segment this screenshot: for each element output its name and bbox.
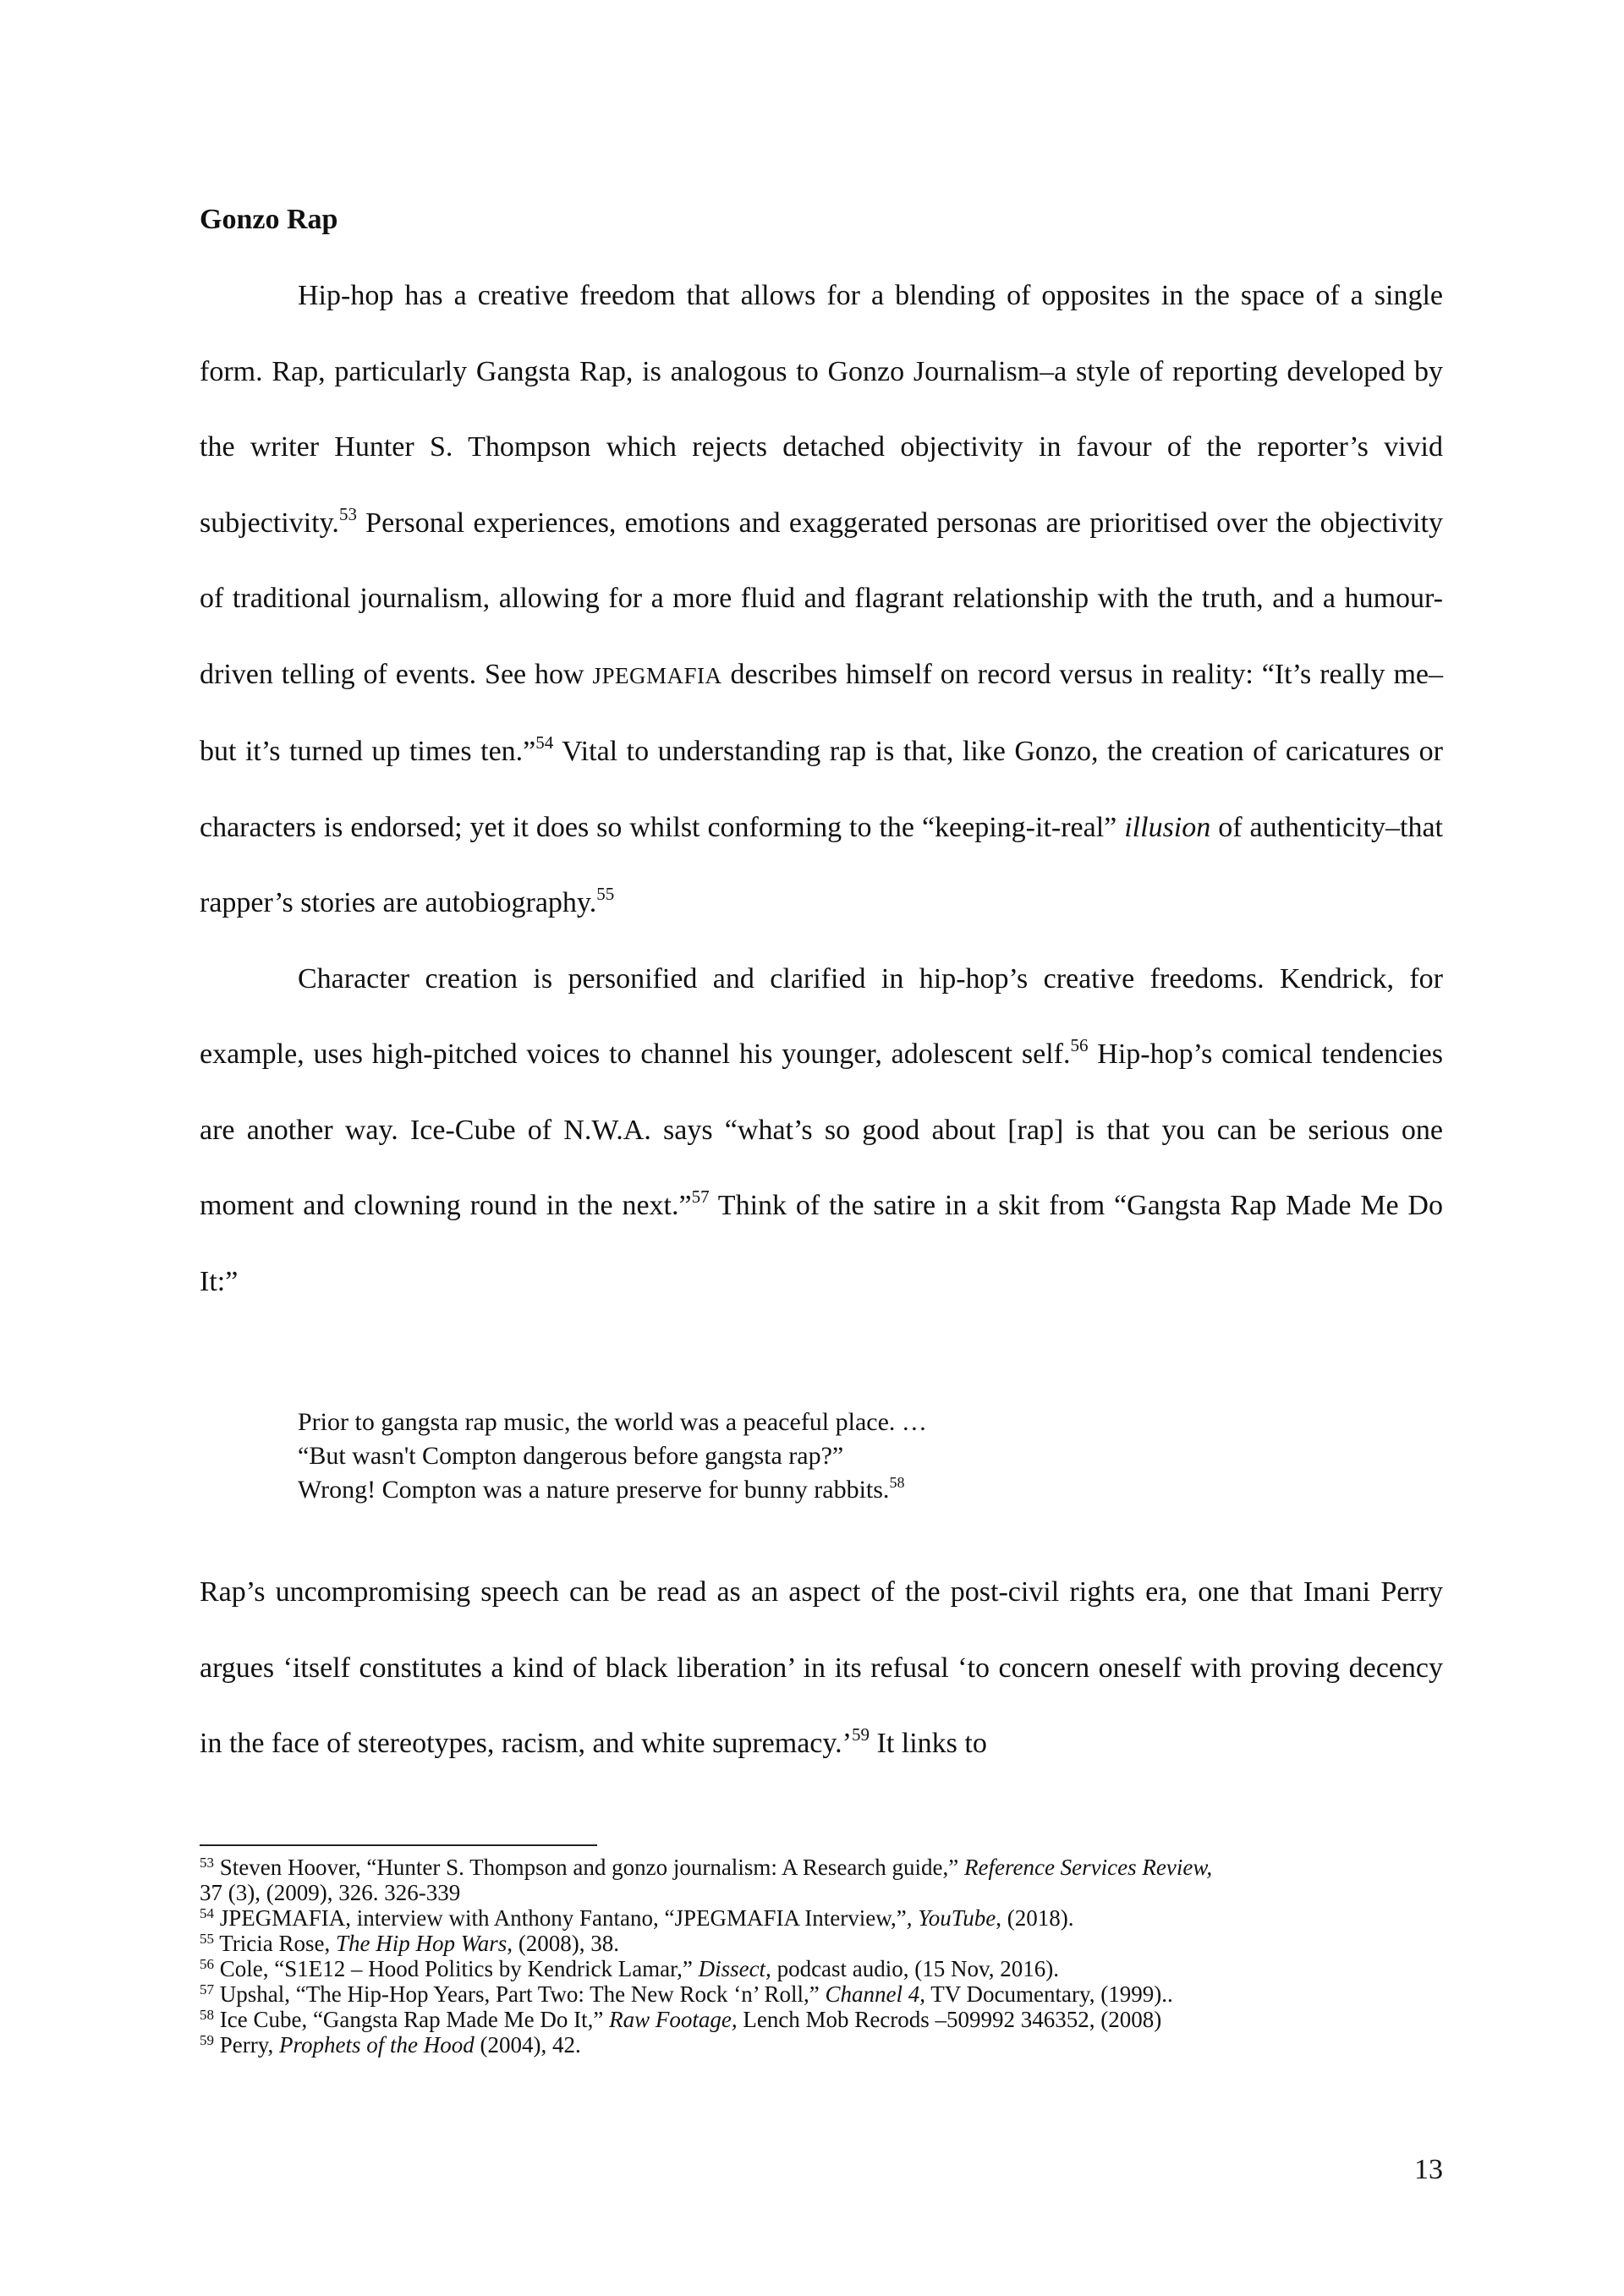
quote-line-text: Wrong! Compton was a nature preserve for bunny rabbits. xyxy=(298,1476,890,1504)
footnote xyxy=(200,1956,1451,1981)
paragraph-3 xyxy=(200,1554,1443,1782)
footnote-italic: Dissect, xyxy=(698,1956,771,1981)
footnote-text: Perry, xyxy=(214,2032,279,2058)
footnote-text: Ice Cube, “Gangsta Rap Made Me Do It,” xyxy=(214,2007,610,2032)
footnote xyxy=(200,1931,1451,1956)
footnote-ref-56[interactable]: 56 xyxy=(1070,1035,1089,1055)
footnote-text: (2004), 42. xyxy=(474,2032,581,2058)
body-text-continued xyxy=(200,1554,1443,1782)
page-number: 13 xyxy=(1414,2154,1443,2185)
footnote-italic: , YouTube xyxy=(906,1905,996,1931)
footnote-italic: The Hip Hop Wars, xyxy=(336,1931,513,1956)
footnote-number: 56 xyxy=(200,1956,214,1972)
footnote-italic: Raw Footage, xyxy=(609,2007,738,2032)
footnote-text: 37 (3), (2009), 326. 326-339 xyxy=(200,1880,461,1905)
footnote-text: Tricia Rose, xyxy=(214,1931,337,1956)
footnote xyxy=(200,2032,1451,2058)
footnote-ref-54[interactable]: 54 xyxy=(535,732,554,753)
footnote-number: 53 xyxy=(200,1855,214,1871)
footnote-number: 55 xyxy=(200,1931,214,1947)
footnote-text: TV Documentary, (1999).. xyxy=(925,1981,1173,2007)
footnote-text: , (2018). xyxy=(996,1905,1074,1931)
footnote-number: 54 xyxy=(200,1905,214,1921)
emphasis: illusion xyxy=(1124,811,1211,843)
footnote xyxy=(200,1880,1451,1905)
footnote-text: Upshal, “The Hip-Hop Years, Part Two: The New Rock ‘n’ Roll,” xyxy=(214,1981,826,2007)
footnote-number: 59 xyxy=(200,2032,214,2048)
footnote-text: Cole, “S1E12 – Hood Politics by Kendrick Lamar,” xyxy=(214,1956,699,1981)
footnote-number: 58 xyxy=(200,2007,214,2023)
footnote-number: 57 xyxy=(200,1981,214,1997)
quote-line xyxy=(298,1473,1397,1507)
quote-line: Prior to gangsta rap music, the world was a peaceful place. … xyxy=(298,1408,927,1436)
paragraph-2 xyxy=(200,941,1443,1320)
body-text xyxy=(200,258,1443,1319)
footnote xyxy=(200,2007,1451,2032)
section-heading: Gonzo Rap xyxy=(200,204,338,235)
footnote-italic: Channel 4, xyxy=(825,1981,926,2007)
footnote-italic: Reference Services Review, xyxy=(964,1855,1213,1880)
footnote-ref-55[interactable]: 55 xyxy=(596,884,615,904)
text-run: Character creation is personified and clarified in hip-hop’s creative freedoms. Kendrick, for example, uses high-pitched voices to channel his younger, adolescent self. xyxy=(200,962,1443,1070)
text-run: Hip-hop has a creative freedom that allows for a blending of opposites in the space of a single form. Rap, particularly Gangsta Rap, is analogous to Gonzo Journalism–a style of reporting developed by the writer Hunter S. Thompson which rejects detached objectivity in favour of the reporter’s vivid subjectivity. xyxy=(200,280,1443,539)
footnote-ref-57[interactable]: 57 xyxy=(691,1186,710,1207)
footnote-text: podcast audio, (15 Nov, 2016). xyxy=(771,1956,1060,1981)
footnote-text: Steven Hoover, “Hunter S. Thompson and gonzo journalism: A Research guide,” xyxy=(214,1855,965,1880)
text-run: Rap’s uncompromising speech can be read as an aspect of the post-civil rights era, one that Imani Perry argues ‘itself constitutes a kind of black liberation’ in its refusal ‘to concern oneself with proving decency in the face of stereotypes, racism, and white supremacy.’ xyxy=(200,1576,1443,1759)
footnote xyxy=(200,1855,1451,1880)
footnote-text: JPEGMAFIA, interview with Anthony Fantano, “JPEGMAFIA Interview,” xyxy=(214,1905,907,1931)
text-run: of authenticity–that rapper’s stories are autobiography. xyxy=(200,811,1444,918)
text-run: Personal experiences, emotions and exaggerated personas are prioritised over the objectivity of traditional journalism, allowing for a more fluid and flagrant relationship with the truth, and a humour-driven telling of events. See how xyxy=(200,507,1443,690)
footnote xyxy=(200,1981,1451,2007)
footnote-ref-59[interactable]: 59 xyxy=(852,1724,870,1745)
text-run: It links to xyxy=(870,1728,987,1759)
footnote-text: Lench Mob Recrods –509992 346352, (2008) xyxy=(737,2007,1162,2032)
quote-line: “But wasn't Compton dangerous before gangsta rap?” xyxy=(298,1442,844,1470)
footnote-ref-53[interactable]: 53 xyxy=(338,503,357,524)
artist-name: JPEGMAFIA xyxy=(592,662,722,688)
block-quote xyxy=(298,1406,1397,1507)
paragraph-1 xyxy=(200,258,1443,941)
footnotes xyxy=(200,1855,1451,2058)
footnote-separator xyxy=(200,1844,597,1846)
footnote-text: (2008), 38. xyxy=(513,1931,620,1956)
text-run: describes himself on record versus in reality: “It’s really me–but it’s turned up times ten.” xyxy=(200,658,1443,767)
footnote-italic: Prophets of the Hood xyxy=(278,2032,475,2058)
text-run: Think of the satire in a skit from “Gangsta Rap Made Me Do It:” xyxy=(200,1190,1443,1297)
text-run: Hip-hop’s comical tendencies are another way. Ice-Cube of N.W.A. says “what’s so good about [rap] is that you can be serious one moment and clowning round in the next.” xyxy=(200,1038,1443,1221)
text-run: Vital to understanding rap is that, like Gonzo, the creation of caricatures or characters is endorsed; yet it does so whilst conforming to the “keeping-it-real” xyxy=(200,736,1443,843)
footnote xyxy=(200,1905,1451,1931)
footnote-ref-58[interactable]: 58 xyxy=(889,1474,905,1491)
